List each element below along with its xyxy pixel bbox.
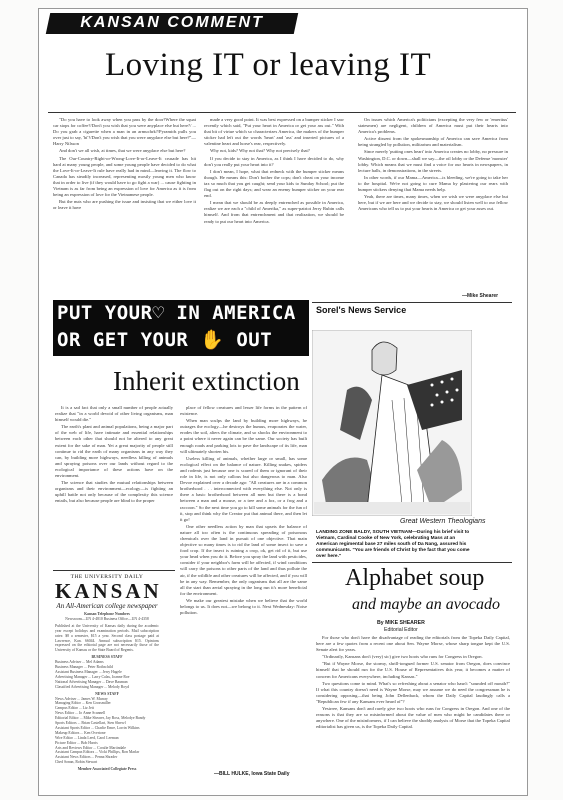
cartoon-caption: LANDING ZONE BALDY, SOUTH VIETNAM—During his brief visit to Vietnam, Cardinal Cooke of New York, celebrating Mass at an American regimental base 27 miles south of Da Nang, assured his communicants. "You are friends of Christ by the fact that you come over here." <box>316 530 470 559</box>
extinction-signature: —BILL HULKE, Iowa State Daily <box>214 771 290 777</box>
cartoon-title: Sorel's News Service <box>316 305 407 315</box>
paragraph: place of fellow creatures and lesser life forms in the pattern of existence. <box>180 405 307 417</box>
paragraph: In other words, if our Mama—America—is bleeding, we're going to take her to the hospital. We're not going to cure Mama by plastering our rears with bumper stickers denying that Mama needs help. <box>358 174 508 193</box>
paragraph: Why not, kids? Why not that? Why not precisely that? <box>210 148 310 154</box>
kansan-publication-info: Published at the University of Kansas daily during the academic year except holidays and examination periods. Mail subscription rates: $8 a semester, $15 a year. Second class postage paid at Lawrence, Kan. 66044. Annual subscription $15. Opinions expressed on the editorial page are not necessarily those of the University of Kansas or the State Board of Regents. <box>55 623 159 653</box>
paragraph: Two questions come to mind. What's so refreshing about a senator who hasn't "sounded off mouth?" If what this country doesn't need is Wayne Morse, may we assume we do need the congressman he is considering opposing—that being John Dellenback, whom the Daily Capital laudingly calls a "Republican few if any Kansans ever heard of"? <box>316 680 510 704</box>
loving-column-2 <box>204 117 344 303</box>
kansan-staff-box <box>55 574 162 772</box>
paragraph: I don't mean, I hope, what that redneck with the bumper sticker means though. He means this: Don't bother the cops; don't cheat on your income tax so much that you get caught; send your kids to Sunday School; put the flag out on the right days; and wear an enemy bumper sticker on your rear end. <box>204 168 344 199</box>
kansan-tagline: An All-American college newspaper <box>56 602 158 610</box>
extinction-column-2 <box>180 405 307 771</box>
divider-alphabet <box>312 562 512 563</box>
loving-column-3 <box>358 117 508 293</box>
loving-column-1 <box>53 117 196 297</box>
paragraph: And don't we all wish, at times, that we were anyplace else but here? <box>59 148 186 154</box>
news-staff-heading: NEWS STAFF <box>95 691 119 696</box>
cartoon-caption-title: Great Western Theologians <box>400 518 486 525</box>
alphabet-byline-title: Editorial Editor <box>384 627 418 633</box>
member-note: Member Associated Collegiate Press <box>77 767 137 772</box>
business-staff-list: Business Adviser ... Mel Adams Business Manager ... Peter Rothschild Assistant Business Manager ... Jerry Hagele Advertising Manager ... Larry Calas, Joanne Roe National Advertising Manager ... Dave Bauman Classified Advertising Manager ... Melody Boyd <box>55 660 130 689</box>
paragraph: If you decide to stay in America, as I think I have decided to do, why don't you really put your heart into it? <box>204 155 344 167</box>
bumper-sticker-banner <box>53 300 309 356</box>
alphabet-headline: Alphabet soup <box>345 565 485 591</box>
paragraph: For those who don't have the disadvantage of reading the editorials from the Topeka Daily Capital, here are a few quotes from a recent one about Sen. Wayne Morse, whose sharp tongue kept the U.S. Senate alert for years. <box>316 635 510 653</box>
paragraph: On issues which America's politicians (excepting the very few or 'emeritus' statesmen) are negligent, children of America must put their hearts into America's problems. <box>358 117 508 135</box>
paragraph: Yeah, there are times, many times, when we wish we were anyplace else but here, but if we are here and we decide to stay, we should listen well to our fellow Americans who tell us to put your hearts in America or get your asses out. <box>358 194 508 212</box>
paragraph: made a very good point. It was best expressed on a bumper sticker I saw recently which said, "Put your heart in America or get your ass out." With that bit of virtue which so characterizes America, the makers of the bumper sticker had left out the words 'heart' and 'ass' and inserted pictures of a valentine heart and horse's rear, respectively. <box>204 117 344 147</box>
business-staff-heading: BUSINESS STAFF <box>91 655 123 660</box>
theologians-cartoon <box>312 330 472 516</box>
paragraph: "Do you have to look away when you pass by the door?Where the squat car stops for coffee?/Don't you wish that you were anyplace else but here?/ ... Do you grab a cigarette when a man in an armuchrk?/Pyramids pulls you over just to say, 'hi'?/Don't you wish that you were anyplace else but here?"—Harry Nilsson <box>53 117 196 147</box>
paragraph: The Our-Country-Right-or-Wrong-Love-It-or-Leave-It crusade has hit hard at many young people, and some young people have decided to do what the Love-It-or-Leave-It rule have really had in mind—leaving it. The flow to Canada has steadily increased, representing mostly young men who know that in order to live (if they would have to go fight a war) ... cause fighting in Vietnam is as far from being an expression of love for America as it is from being an expression of love for the Vietnamese people. <box>53 155 196 198</box>
alphabet-byline: By MIKE SHEARER <box>377 620 425 626</box>
loving-headline: Loving IT or leaving IT <box>105 47 432 83</box>
cartoon-illustration <box>312 330 472 516</box>
kansan-university: THE UNIVERSITY DAILY <box>70 574 144 580</box>
paragraph: The earth's plant and animal populations, being a major part of the web of life, have intimate and essential relationships between each other that should not be altered to any great extent for the sake of man. Yet a great majority of people still continue to rid the earth of many organisms in any way they can, by building more highways, needless killing of animals and spraying poisons over our lands without regard to the ecological importance of these actions have on the environment. <box>55 424 173 479</box>
paragraph: Active dissent from the spokesmanship of America can save America from being strangled by pollution, militarism and materialism. <box>358 136 508 148</box>
loving-signature: —Mike Shearer <box>462 293 499 299</box>
paragraph: "Ordinarily, Kansans don't (very) sic) give two hoots who runs for Congress in Oregon. <box>322 654 483 660</box>
kansan-comment-masthead <box>46 13 298 34</box>
divider-top <box>48 112 516 113</box>
banner-line-2: OR GET YOUR ✋ OUT <box>57 329 273 351</box>
banner-line-1: PUT YOUR♡ IN AMERICA <box>57 302 296 324</box>
paragraph: Since merely 'putting ones heart' into America creates no lobby, no pressure in Washington, D.C. or down—shall we say—the oil lobby or the Defense 'monster' lobby. Which means that we must find a voice for our hearts in newspapers, in lecture halls, in demonstrations, in the streets. <box>358 149 508 173</box>
paragraph: One other needless action by man that upsets the balance of nature all too often is the continuous spreading of poisonous chemicals over the land in pursuit of one objective. That main objective so many times is to rid the land of some insect to save a food crop. If the insect is ruining a crop, ok, get rid of it, but use your head when you do it. Before you spray the land with pesticides, consider if your neighbor's farm will be affected, if wind conditions will carry the poisons to other parts of the land and thus pollute the air, if the wildlife and other creatures will be affected, and if you will be in any way. Remember, the only organisms that all are the same all the start than aerial spraying in the long run it's more beneficial for the environment. <box>180 523 307 596</box>
news-staff-list: News Adviser ... James W. Murray Managing Editor ... Ken Grossmiller Campus Editor ... Liz Jett News Editor ... Jo Anne Scannell Editorial Editor ... Mike Shearer, Jay Ross, Melodye Bandy Sports Editors ... Brian Castellari, Sten Shrewl Assistant Sports Editor ... Charlie Emre, Lorrin Wilkins Makeup Editors ... Ken Overtone Wire Editor ... Linda Leed, Carol Leeman Picture Editor ... Bob Harris Arts and Reviews Editor ... Coralie Martindale Assistant Campus Editors ... Vicki Phillips, Ron Marlar Assistant News Editors ... Penna Shrader Ched Sonan, Robin Stewart <box>55 696 146 765</box>
paragraph: Yesirree, Kansans don't and rarely give two hoots who runs for Congress in Oregon. And one of the reasons is that they are so misinformed about the value of men who might be candidates there or anywhere. One of the misinformers, if I can believe the shoddy analysis of Morse that the Topeka Capital editorialist has given us, is the Topeka Daily Capital. <box>316 706 510 730</box>
paragraph: I mean that we should be as deeply entrenched as possible in America, realize we are each a "child of Amerika," as super-patriot Jerry Rubin calls himself. And from that entrenchment and that realization, we should be ready to put our heart into America. <box>204 200 344 224</box>
kansan-phones-detail: Newsroom—UN 4-4810 Business Office—UN 4-4358 <box>65 616 149 621</box>
kansan-nameplate: KANSAN <box>55 579 162 603</box>
divider-kansan <box>53 570 175 571</box>
alphabet-subhead: and maybe an avocado <box>352 596 500 613</box>
alphabet-body <box>316 635 510 777</box>
extinction-column-1 <box>55 405 173 567</box>
paragraph: The science that studies the mutual relationships between organisms and their environment—ecology—is fighting an uphill battle not only because of the complexity this science entails, but also because people are blind to the proper <box>55 480 173 504</box>
paragraph: "But if Wayne Morse, the stormy, shrill-tongued former U.S. senator from Oregon, does convince himself that he should run for the U.S. House of Representatives this year, it becomes a matter of concern for Americans everywhere, including Kansas." <box>316 661 510 679</box>
paragraph: It is a sad fact that only a small number of people actually realize that "in a world devoid of other living organisms, man himself would die." <box>55 405 173 423</box>
divider-cartoon <box>312 302 512 303</box>
paragraph: We make our greatest mistake when we believe that the world belongs to us. It does not—we belong to it. Next Wednesday: Noise pollution. <box>180 597 307 616</box>
paragraph: When man sculps the land by building more highways, he outrages the ecology—he destroys the humus, evaporates the water, erodes the soil, alters the climate, and so shocks the environment to a point where it never again can be the same. Our society has built enough roads and parking lots to pave the landscape of its life, man will ultimately shorten his. <box>180 418 307 454</box>
paragraph: Useless killing of animals, whether large or small, has some ecological effect on the balance of nature. Killing snakes, spiders and rodents just because one is scared of them or ignorant of their role in life, is not only callous but also dangerous to man. Also Devoe explained over a decade ago: "All creatures are in a common brotherhood . . . interconnected with everything else. Not only is there a basic brotherhood between all men but there is a bond between a man and a mouse, or a tree and a fox, or a frog and a raccoon." So the next time you go to kill some animals for the fun of it, stop and think why the Creator put that animal there, and then let it go! <box>180 455 307 522</box>
kansan-phones: Kansan Telephone Numbers <box>84 612 130 616</box>
masthead-text: KANSAN COMMENT <box>80 14 264 31</box>
paragraph: But the nuts who are pushing the issue and insisting that we either love it or leave it have <box>53 199 196 211</box>
extinction-headline: Inherit extinction <box>113 366 300 396</box>
